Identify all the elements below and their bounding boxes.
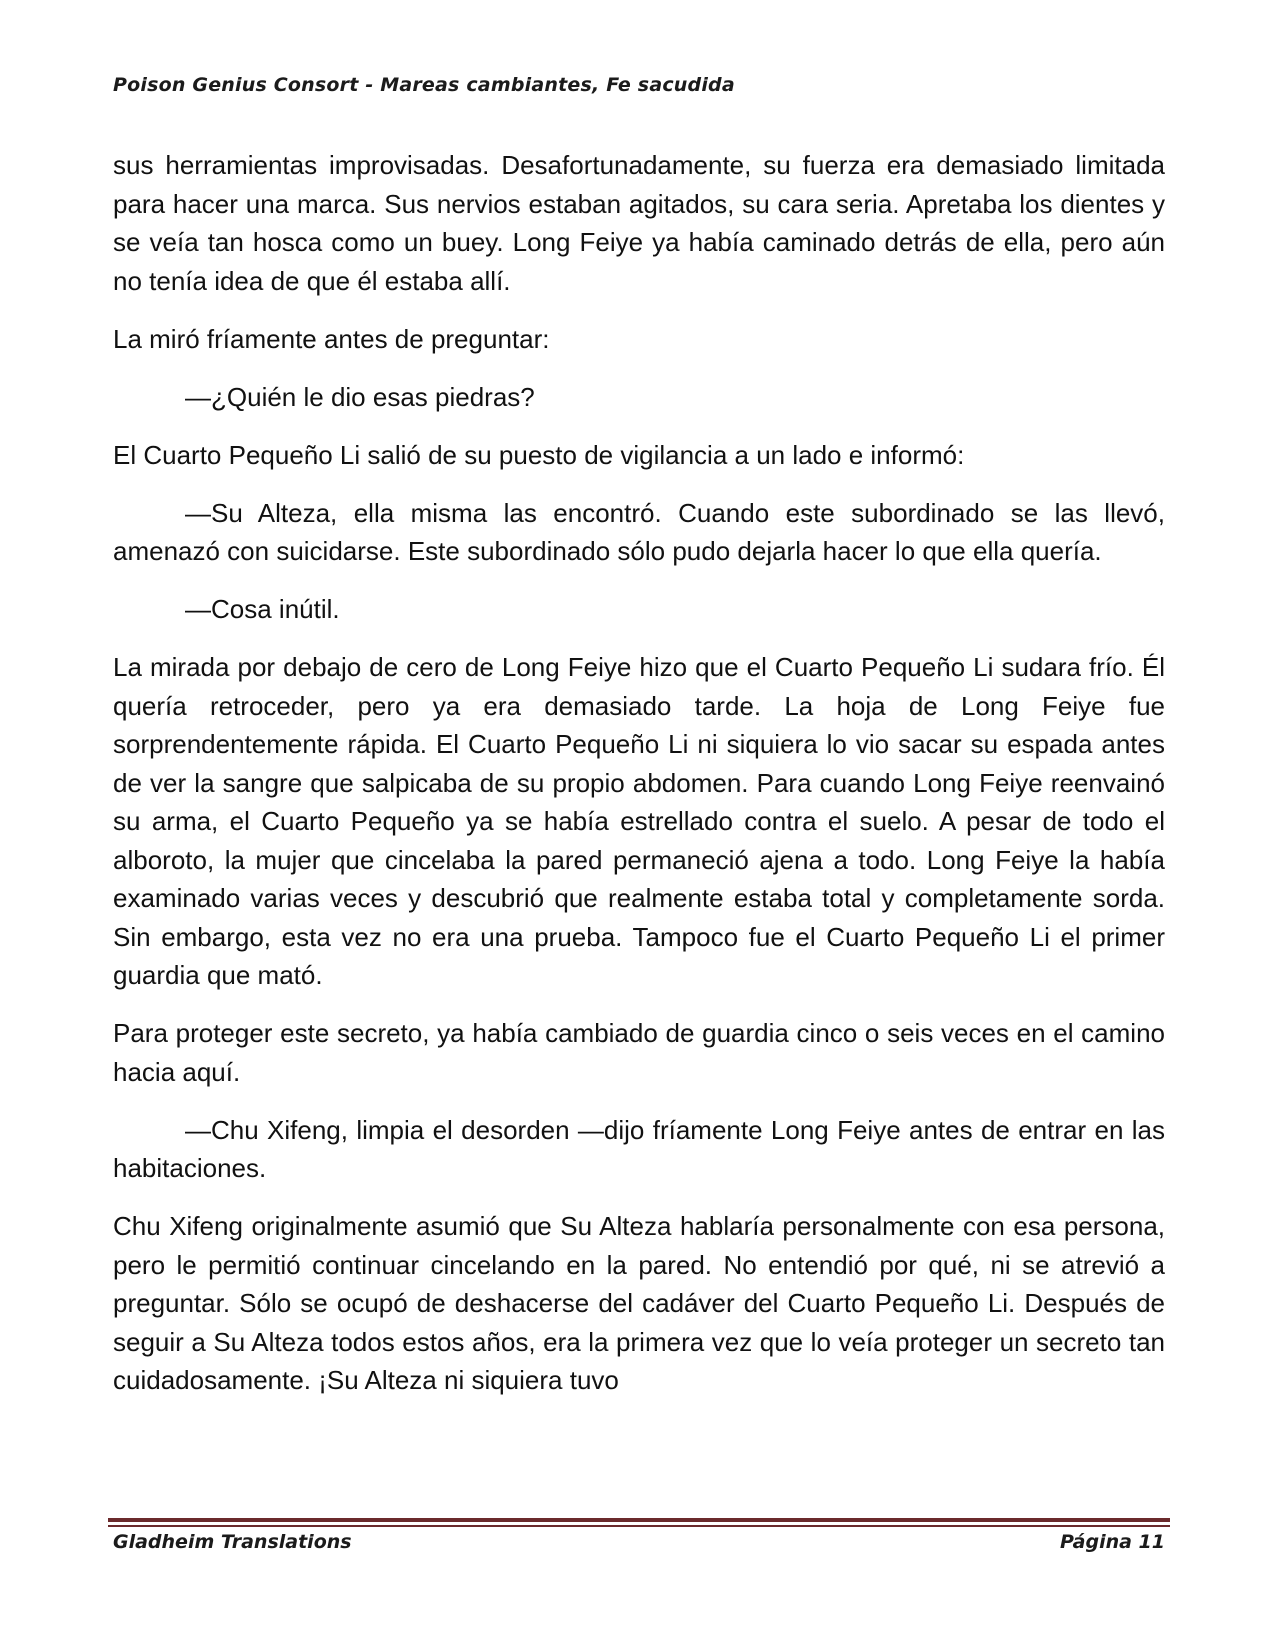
paragraph: La miró fríamente antes de preguntar:	[113, 323, 550, 354]
footer-rule-thin	[108, 1525, 1170, 1527]
paragraph: Para proteger este secreto, ya había cambiado de guardia cinco o seis veces en el camino hacia aquí.	[113, 1018, 1165, 1087]
body-text	[113, 146, 1165, 1419]
paragraph: sus herramientas improvisadas. Desafortunadamente, su fuerza era demasiado limitada para hacer una marca. Sus nervios estaban agitados, su cara seria. Apretaba los dientes y se veía tan hosca como un buey. Long Feiye ya había caminado detrás de ella, pero aún no tenía idea de que él estaba allí.	[113, 150, 1165, 296]
paragraph: La mirada por debajo de cero de Long Feiye hizo que el Cuarto Pequeño Li sudara frío. Él quería retroceder, pero ya era demasiado tarde. La hoja de Long Feiye fue sorprendentemente rápida. El Cuarto Pequeño Li ni siquiera lo vio sacar su espada antes de ver la sangre que salpicaba de su propio abdomen. Para cuando Long Feiye reenvainó su arma, el Cuarto Pequeño ya se había estrellado contra el suelo. A pesar de todo el alboroto, la mujer que cincelaba la pared permaneció ajena a todo. Long Feiye la había examinado varias veces y descubrió que realmente estaba total y completamente sorda. Sin embargo, esta vez no era una prueba. Tampoco fue el Cuarto Pequeño Li el primer guardia que mató.	[113, 652, 1165, 990]
dialogue-paragraph: —¿Quién le dio esas piedras?	[185, 381, 535, 412]
footer-publisher: Gladheim Translations	[113, 1531, 352, 1553]
dialogue-paragraph: —Chu Xifeng, limpia el desorden —dijo fríamente Long Feiye antes de entrar en las habitaciones.	[113, 1114, 1165, 1183]
dialogue-paragraph: —Cosa inútil.	[185, 594, 340, 624]
paragraph: El Cuarto Pequeño Li salió de su puesto de vigilancia a un lado e informó:	[113, 439, 965, 470]
running-header-title: Poison Genius Consort - Mareas cambiantes, Fe sacudida	[113, 74, 735, 96]
footer-rule-thick	[108, 1518, 1170, 1522]
paragraph: Chu Xifeng originalmente asumió que Su Alteza hablaría personalmente con esa persona, pero le permitió continuar cincelando en la pared. No entendió por qué, ni se atrevió a preguntar. Sólo se ocupó de deshacerse del cadáver del Cuarto Pequeño Li. Después de seguir a Su Alteza todos estos años, era la primera vez que lo veía proteger un secreto tan cuidadosamente. ¡Su Alteza ni siquiera tuvo	[113, 1211, 1165, 1395]
footer-page-number: Página 11	[1059, 1531, 1165, 1553]
dialogue-paragraph: —Su Alteza, ella misma las encontró. Cuando este subordinado se las llevó, amenazó con suicidarse. Este subordinado sólo pudo dejarla hacer lo que ella quería.	[113, 497, 1165, 566]
